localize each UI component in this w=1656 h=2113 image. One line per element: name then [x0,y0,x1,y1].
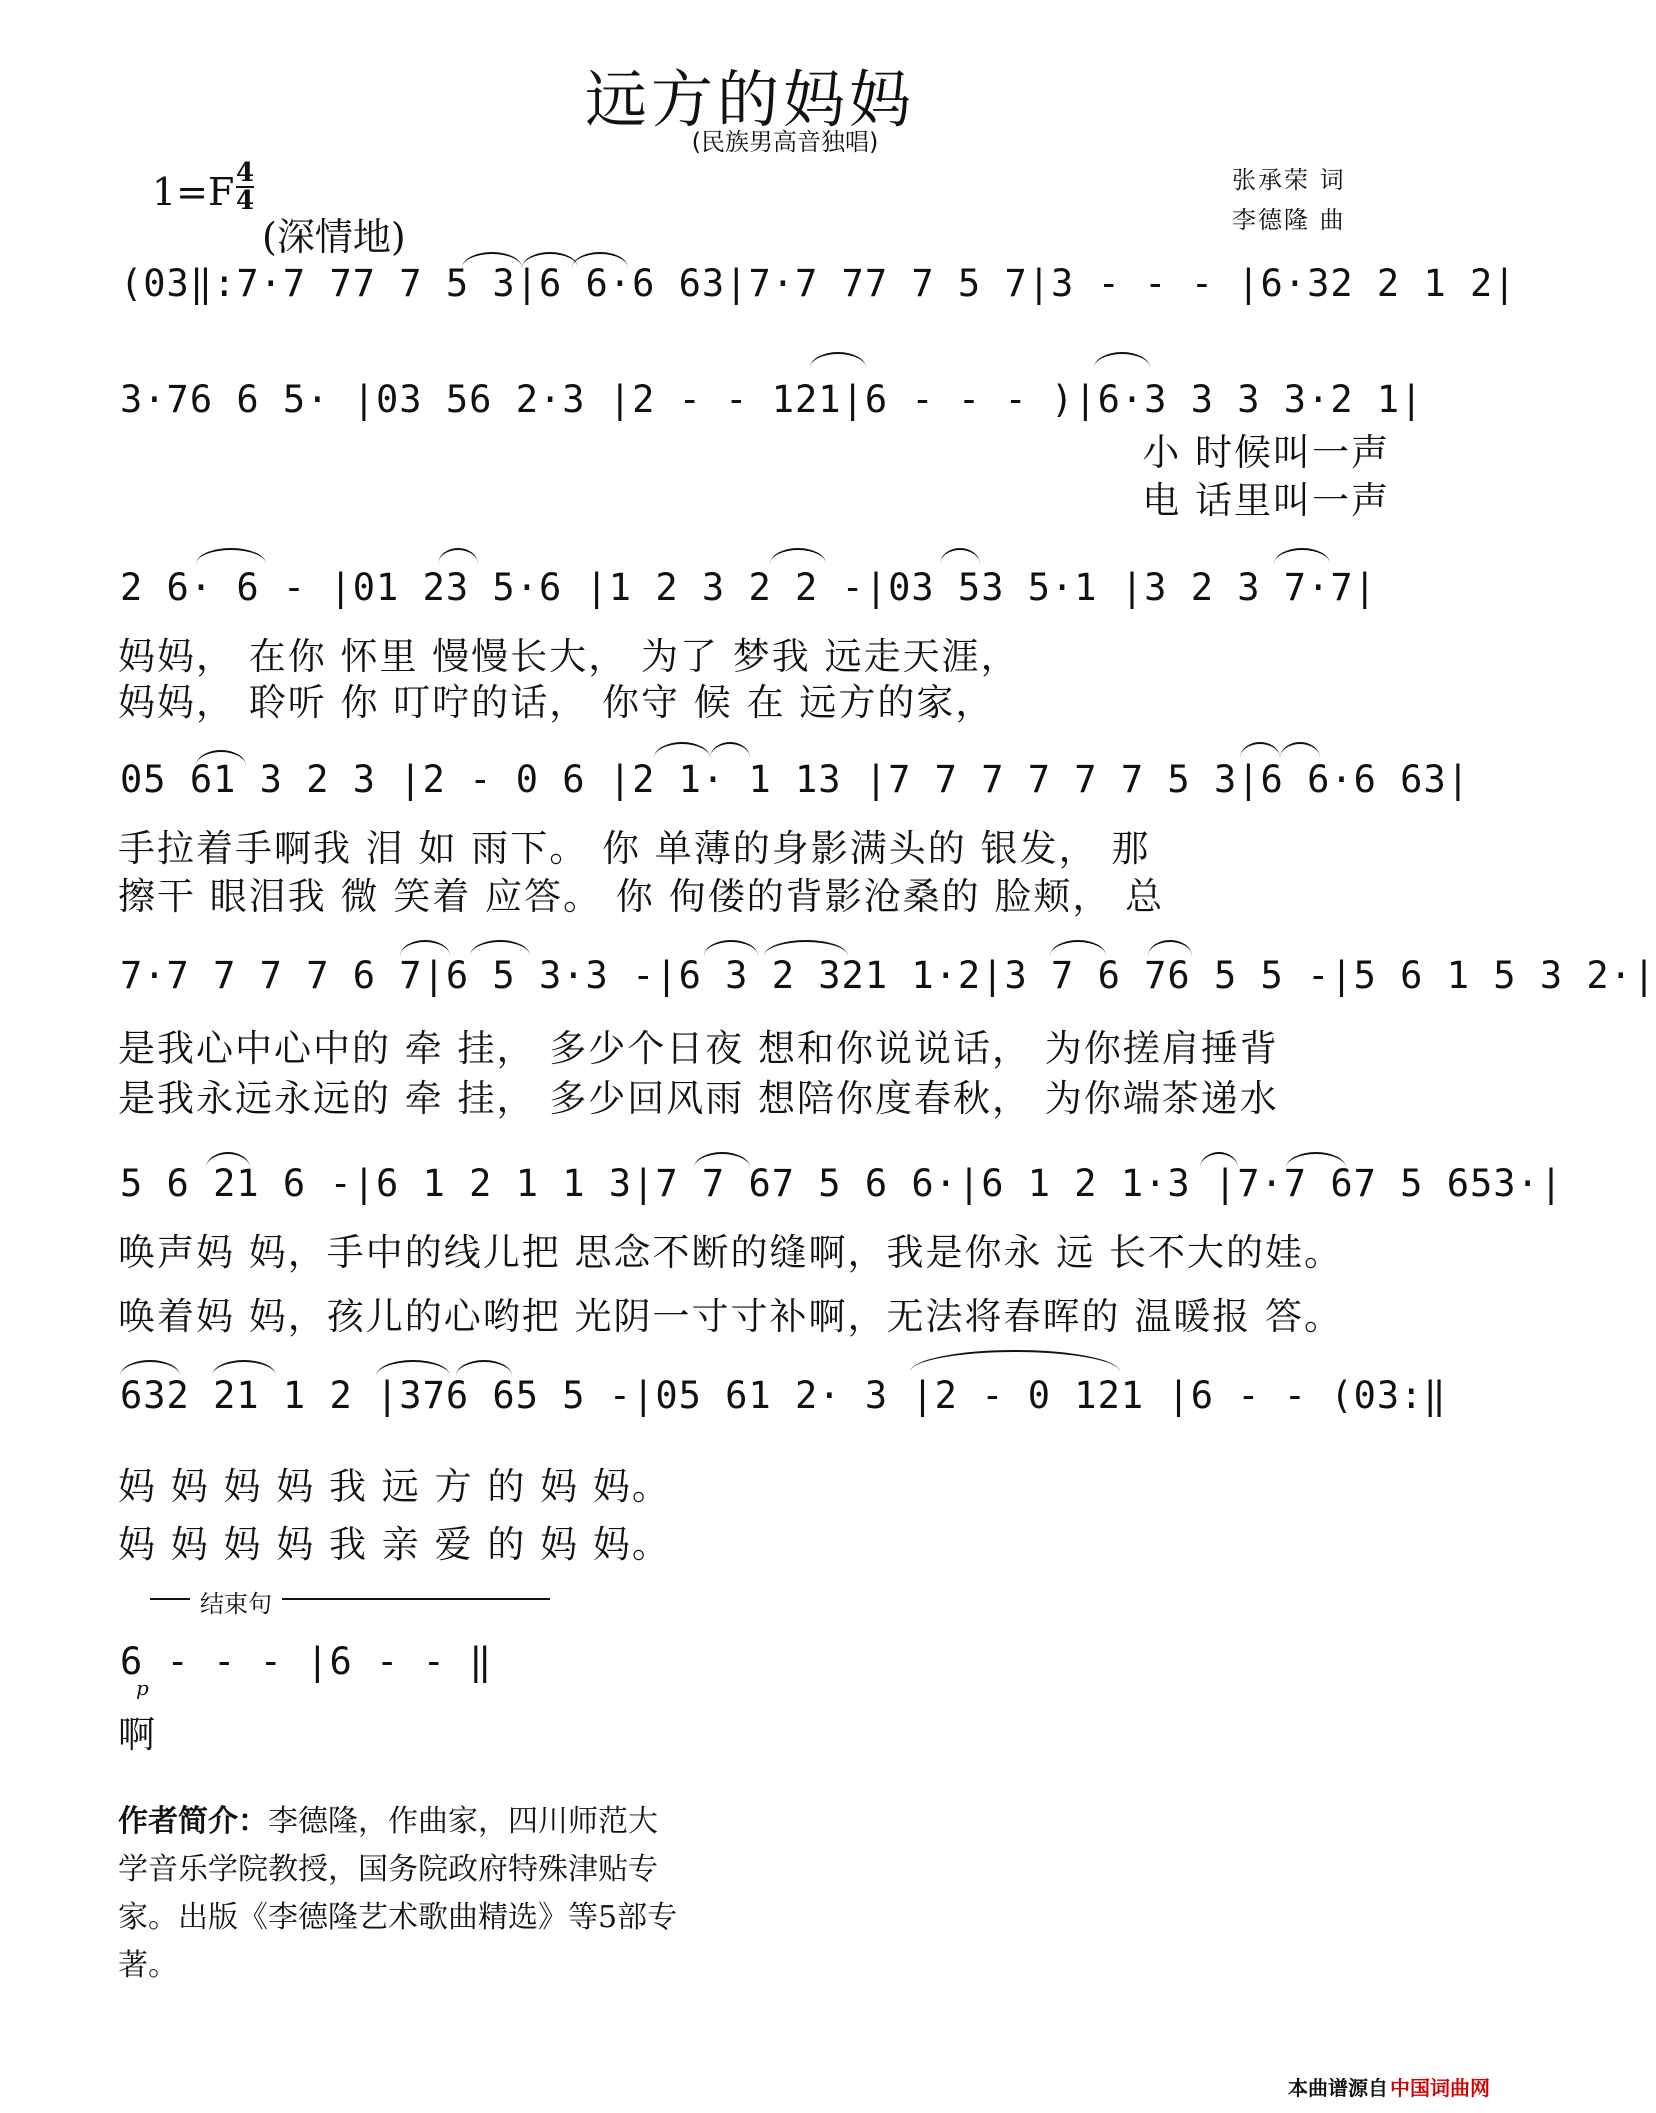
lyric-line-5-verse-2: 是我永远永远的 牵 挂， 多少回风雨 想陪你度春秋， 为你端茶递水 [118,1077,1279,1120]
author-bio-label: 作者简介： [118,1804,268,1839]
ending-label: 结束句 [200,1590,272,1618]
tie-arc [438,548,478,564]
lyricist-credit: 张承荣 词 [1232,166,1346,194]
tie-arc [770,548,826,564]
song-title: 远方的妈妈 [584,63,915,136]
lyric-line-2-verse-1: 小 时候叫一声 [1142,431,1390,474]
ending-bracket-right [282,1598,550,1600]
lyric-line-3-verse-2: 妈妈， 聆听 你 叮咛的话， 你守 候 在 远方的家， [118,681,995,724]
notation-ending: 6 - - - |6 - - ‖ [120,1640,493,1683]
dynamic-marking: p [136,1676,149,1700]
lyric-line-7-verse-2: 妈 妈 妈 妈 我 亲 爱 的 妈 妈。 [118,1523,671,1566]
tie-arc [910,1350,1120,1372]
tie-arc [1280,742,1320,758]
time-signature-top: 4 [236,158,255,188]
lyric-line-2-verse-2: 电 话里叫一声 [1142,479,1390,522]
time-signature [236,160,254,214]
footer-site[interactable]: 中国词曲网 [1390,2076,1490,2100]
tie-arc [1094,352,1150,368]
tie-arc [1240,742,1280,758]
lyric-line-7-verse-1: 妈 妈 妈 妈 我 远 方 的 妈 妈。 [118,1465,671,1508]
song-subtitle: (民族男高音独唱) [691,128,879,156]
ending-bracket-left [150,1598,190,1600]
notation-line-4: 05 61 3 2 3 |2 - 0 6 |2 1· 1 13 |7 7 7 7 7 7 5 3|6 6·6 63| [120,758,1471,801]
author-bio [118,1798,678,1990]
lyric-line-3-verse-1: 妈妈， 在你 怀里 慢慢长大， 为了 梦我 远走天涯， [118,635,1020,678]
key-signature: 1=F [152,170,235,214]
lyric-line-6-verse-1: 唤声妈 妈，手中的线儿把 思念不断的缝啊，我是你永 远 长不大的娃。 [118,1231,1344,1274]
author-bio-text: 李德隆，作曲家，四川师范大学音乐学院教授，国务院政府特殊津贴专家。出版《李德隆艺术歌曲精选》等5部专著。 [118,1804,678,1983]
notation-line-5: 7·7 7 7 7 6 7|6 5 3·3 -|6 3 2 321 1·2|3 7 6 76 5 5 -|5 6 1 5 3 2·| [120,954,1656,997]
tie-arc [654,742,710,758]
notation-line-1: (03‖:7·7 77 7 5 3|6 6·6 63|7·7 77 7 5 7|3 - - - |6·32 2 1 2| [120,262,1517,305]
tie-arc [196,548,266,564]
lyric-line-4-verse-1: 手拉着手啊我 泪 如 雨下。 你 单薄的身影满头的 银发， 那 [118,827,1151,870]
tie-arc [810,352,866,368]
tie-arc [1274,548,1330,564]
lyric-ending: 啊 [118,1713,157,1756]
notation-line-3: 2 6· 6 - |01 23 5·6 |1 2 3 2 2 -|03 53 5·1 |3 2 3 7·7| [120,566,1377,609]
lyric-line-6-verse-2: 唤着妈 妈，孩儿的心哟把 光阴一寸寸补啊，无法将春晖的 温暖报 答。 [118,1295,1344,1338]
lyric-line-5-verse-1: 是我心中心中的 牵 挂， 多少个日夜 想和你说说话， 为你搓肩捶背 [118,1027,1279,1070]
tempo-marking: (深情地) [262,215,406,259]
lyric-line-4-verse-2: 擦干 眼泪我 微 笑着 应答。 你 佝偻的背影沧桑的 脸颊， 总 [118,875,1165,918]
composer-credit: 李德隆 曲 [1232,206,1346,234]
notation-line-6: 5 6 21 6 -|6 1 2 1 1 3|7 7 67 5 6 6·|6 1 2 1·3 |7·7 67 5 653·| [120,1162,1564,1205]
notation-line-7: 632 21 1 2 |376 65 5 -|05 61 2· 3 |2 - 0 121 |6 - - (03:‖ [120,1374,1447,1417]
tie-arc [710,742,750,758]
notation-line-2: 3·76 6 5· |03 56 2·3 |2 - - 121|6 - - - )|6·3 3 3 3·2 1| [120,378,1424,421]
time-signature-bottom: 4 [236,186,255,216]
tie-arc [940,548,980,564]
footer-source: 本曲谱源自 [1288,2076,1388,2100]
